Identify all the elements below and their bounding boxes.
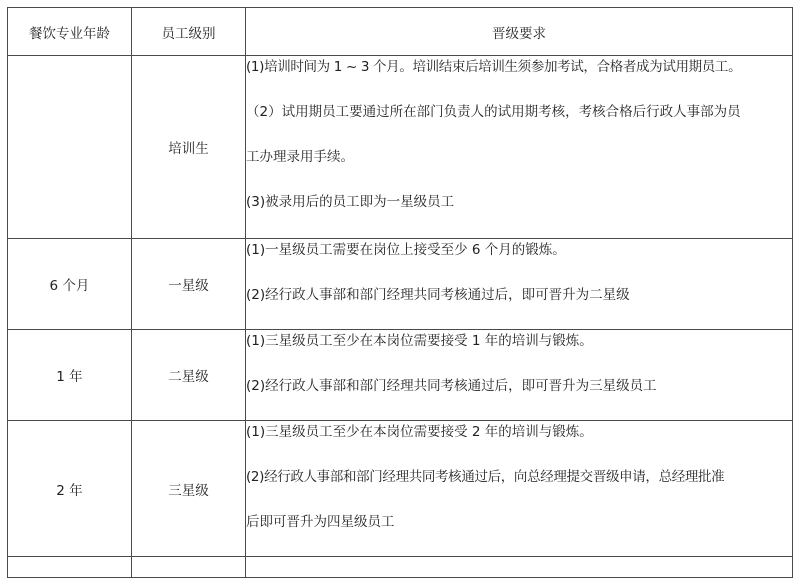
requirements-cell — [246, 330, 793, 421]
requirement-text: (1)一星级员工需要在岗位上接受至少 6 个月的锻炼。 — [246, 242, 566, 258]
requirements-cell — [246, 421, 793, 557]
table-row — [8, 421, 793, 557]
age-cell: 1 年 — [8, 330, 132, 421]
level-cell: 培训生 — [132, 56, 246, 239]
table-row-partial — [8, 557, 793, 578]
requirement-text: 后即可晋升为四星级员工 — [246, 514, 395, 530]
promotion-table — [7, 7, 793, 578]
age-cell: 6 个月 — [8, 239, 132, 330]
level-cell: 三星级 — [132, 421, 246, 557]
requirement-text: (1)三星级员工至少在本岗位需要接受 1 年的培训与锻炼。 — [246, 333, 593, 349]
requirement-text: (2)经行政人事部和部门经理共同考核通过后，即可晋升为三星级员工 — [246, 378, 657, 394]
requirement-text: 工办理录用手续。 — [246, 149, 354, 165]
requirement-text: (3)被录用后的员工即为一星级员工 — [246, 194, 455, 210]
age-cell: 2 年 — [8, 421, 132, 557]
level-cell: 一星级 — [132, 239, 246, 330]
table-row — [8, 239, 793, 330]
requirements-cell — [246, 239, 793, 330]
header-age: 餐饮专业年龄 — [8, 8, 132, 56]
header-level: 员工级别 — [132, 8, 246, 56]
requirement-text: (2)经行政人事部和部门经理共同考核通过后，即可晋升为二星级 — [246, 287, 630, 303]
table-row — [8, 56, 793, 239]
level-cell: 二星级 — [132, 330, 246, 421]
header-requirements: 晋级要求 — [246, 8, 793, 56]
requirement-text: （2）试用期员工要通过所在部门负责人的试用期考核，考核合格后行政人事部为员 — [246, 104, 741, 120]
header-row — [8, 8, 793, 56]
requirement-text: (1)培训时间为 1 ~ 3 个月。培训结束后培训生须参加考试，合格者成为试用期员工。 — [246, 59, 742, 75]
requirement-text: (2)经行政人事部和部门经理共同考核通过后，向总经理提交晋级申请，总经理批准 — [246, 469, 725, 485]
requirements-cell — [246, 56, 793, 239]
table-row — [8, 330, 793, 421]
requirement-text: (1)三星级员工至少在本岗位需要接受 2 年的培训与锻炼。 — [246, 424, 593, 440]
age-cell — [8, 56, 132, 239]
